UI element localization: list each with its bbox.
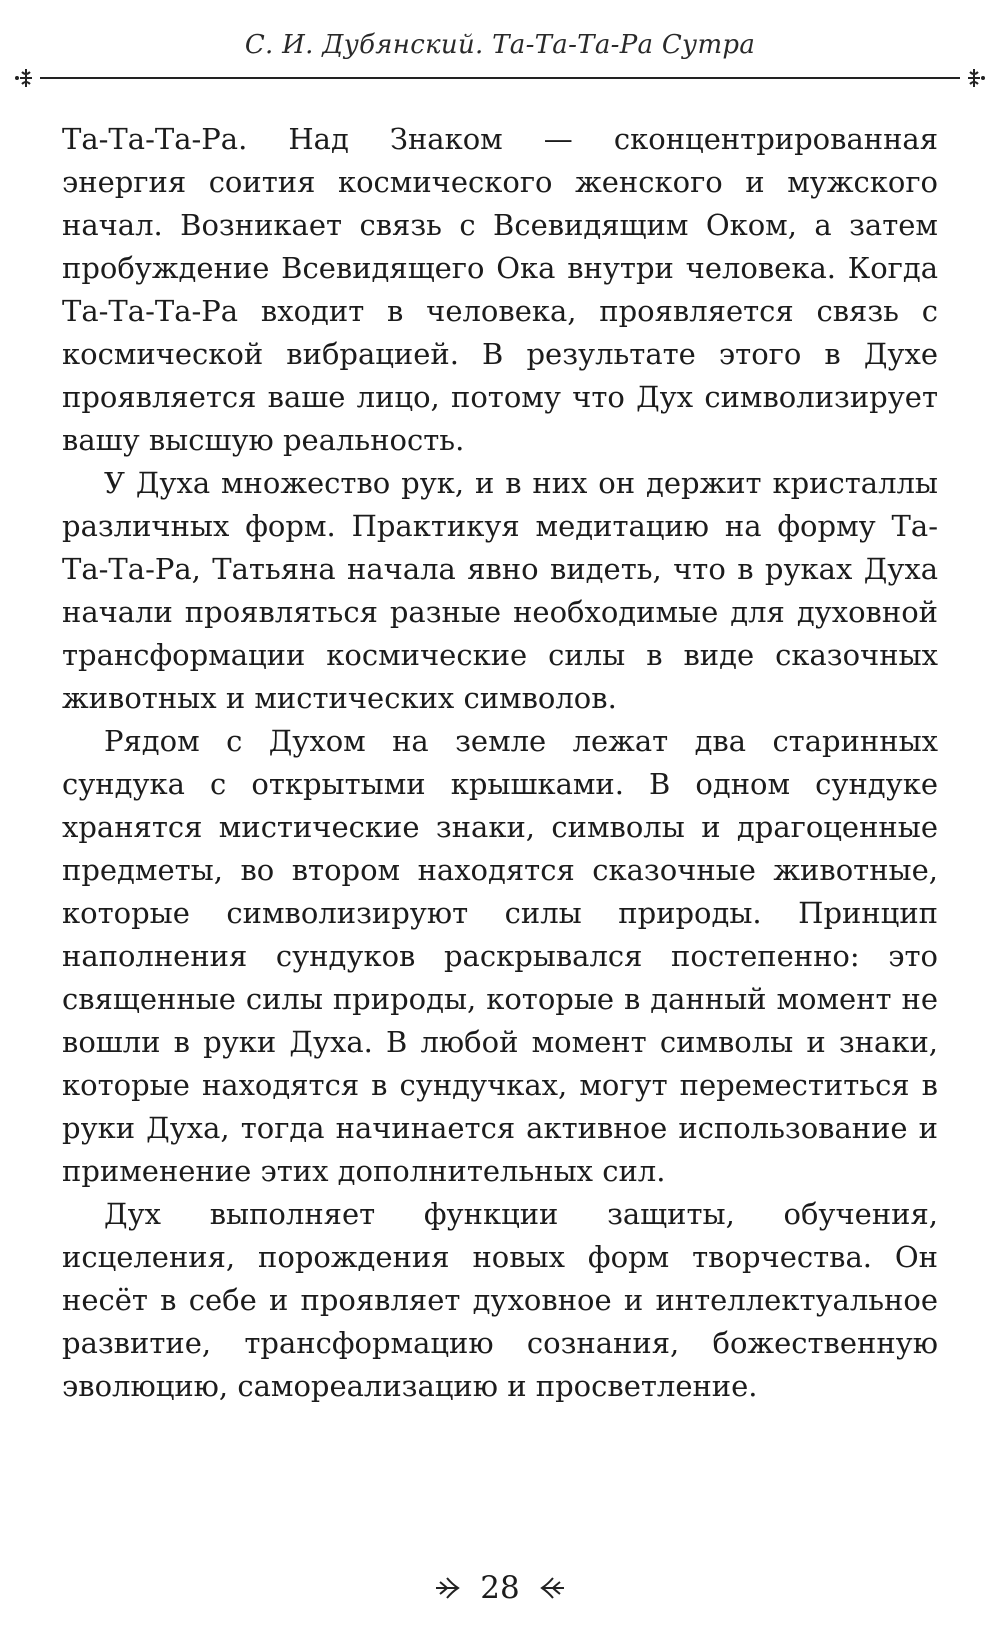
paragraph: Дух выполняет функции защиты, обучения, исцеления, порождения новых форм творчества. Он несёт в себе и проявляет духовное и интеллектуальное развитие, трансформацию сознания, божественную эволюцию, самореализацию и просветление. — [62, 1197, 938, 1403]
paragraph: Рядом с Духом на земле лежат два старинных сундука с открытыми крышками. В одном сундуке хранятся мистические знаки, символы и драгоценные предметы, во втором находятся сказочные животные, которые символизируют силы природы. Принцип наполнения сундуков раскрывался постепенно: это священные силы природы, которые в данный момент не вошли в руки Духа. В любой момент символы и знаки, которые находятся в сундучках, могут переместиться в руки Духа, тогда начинается активное использование и применение этих дополнительных сил. — [62, 724, 938, 1188]
paragraph: У Духа множество рук, и в них он держит кристаллы различных форм. Практикуя медитацию на форму Та-Та-Та-Ра, Татьяна начала явно видеть, что в руках Духа начали проявляться разные необходимые для духовной трансформации космические силы в виде сказочных животных и мистических символов. — [62, 466, 938, 715]
paragraph: Та-Та-Та-Ра. Над Знаком — сконцентрированная энергия соития космического женского и мужского начал. Возникает связь с Всевидящим Оком, а затем пробуждение Всевидящего Ока внутри человека. Когда Та-Та-Та-Ра входит в человека, проявляется связь с космической вибрацией. В результате этого в Духе проявляется ваше лицо, потому что Дух символизирует вашу высшую реальность. — [62, 122, 938, 457]
ornament-icon — [14, 66, 38, 90]
header-rule-line — [40, 77, 960, 79]
ornament-icon — [962, 66, 986, 90]
body-text — [62, 118, 938, 1408]
header-rule — [14, 66, 986, 90]
fleuron-icon — [432, 1573, 462, 1603]
page-footer — [0, 1568, 1000, 1608]
fleuron-icon — [538, 1573, 568, 1603]
running-head: С. И. Дубянский. Та-Та-Та-Ра Сутра — [244, 30, 756, 60]
page-number: 28 — [480, 1570, 520, 1606]
